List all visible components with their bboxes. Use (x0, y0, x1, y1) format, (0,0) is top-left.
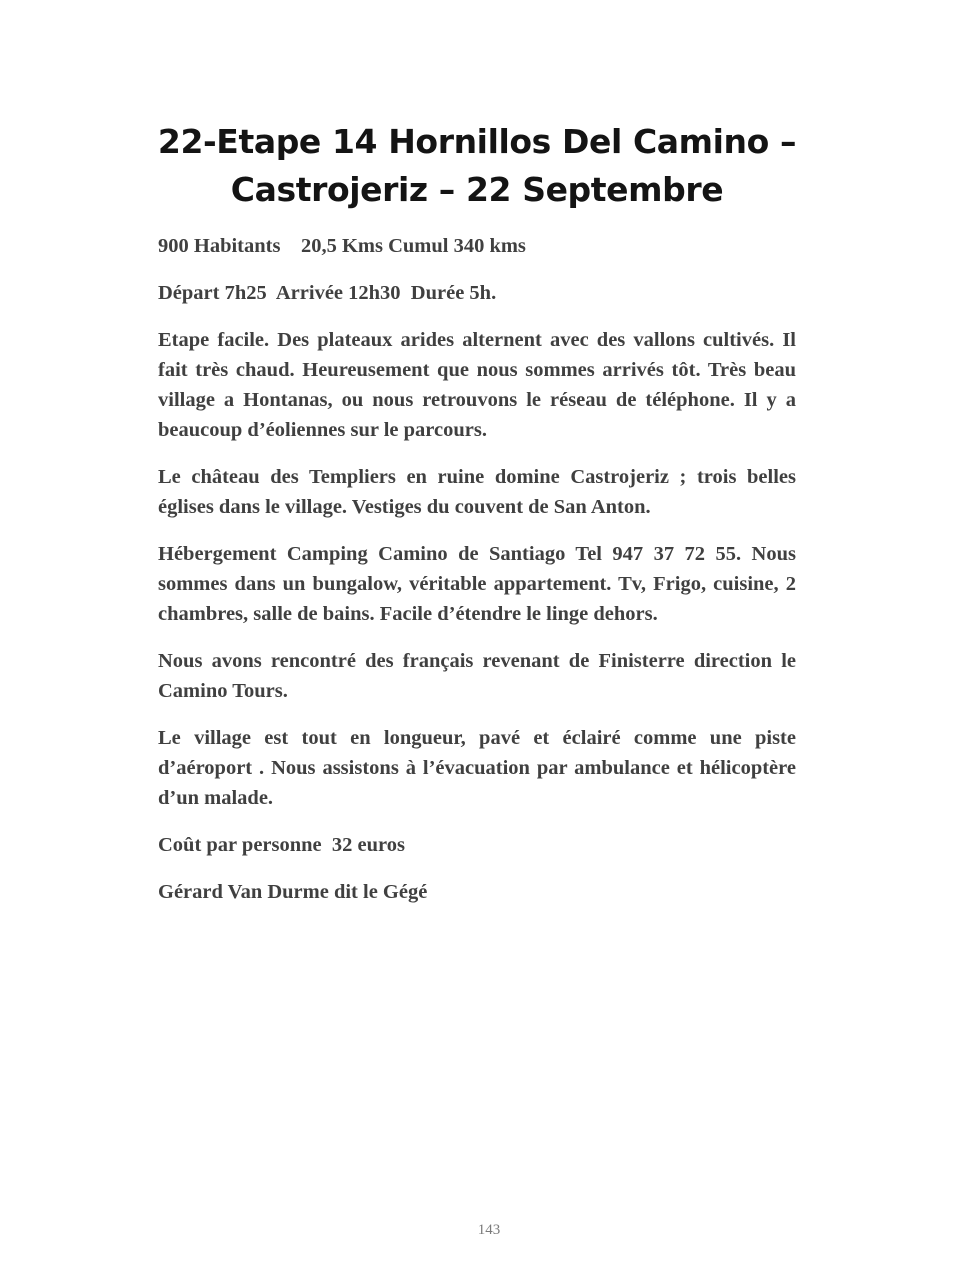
author-signature: Gérard Van Durme dit le Gégé (158, 881, 428, 903)
lodging-paragraph: Hébergement Camping Camino de Santiago Tel 947 37 72 55. Nous sommes dans un bungalow, véritable appartement. Tv, Frigo, cuisine, 2 chambres, salle de bains. Facile d’étendre le linge dehors. (158, 543, 796, 625)
page-title (130, 118, 824, 214)
cost-paragraph: Coût par personne 32 euros (158, 834, 405, 856)
schedule-paragraph: Départ 7h25 Arrivée 12h30 Durée 5h. (158, 282, 497, 304)
encounter-paragraph: Nous avons rencontré des français revenant de Finisterre direction le Camino Tours. (158, 650, 796, 702)
village-paragraph: Le village est tout en longueur, pavé et éclairé comme une piste d’aéroport . Nous assistons à l’évacuation par ambulance et hélicoptère d’un malade. (158, 727, 796, 809)
castle-paragraph: Le château des Templiers en ruine domine Castrojeriz ; trois belles églises dans le village. Vestiges du couvent de San Anton. (158, 466, 796, 518)
body-text (158, 231, 796, 924)
page-number: 143 (477, 1222, 501, 1238)
stage-description-paragraph: Etape facile. Des plateaux arides alternent avec des vallons cultivés. Il fait très chaud. Heureusement que nous sommes arrivés tôt. Très beau village a Hontanas, ou nous retrouvons le réseau de téléphone. Il y a beaucoup d’éoliennes sur le parcours. (158, 329, 796, 441)
title-line-1: 22-Etape 14 Hornillos Del Camino – (157, 122, 797, 161)
stats-paragraph: 900 Habitants 20,5 Kms Cumul 340 kms (158, 235, 526, 257)
title-line-2: Castrojeriz – 22 Septembre (230, 170, 724, 209)
